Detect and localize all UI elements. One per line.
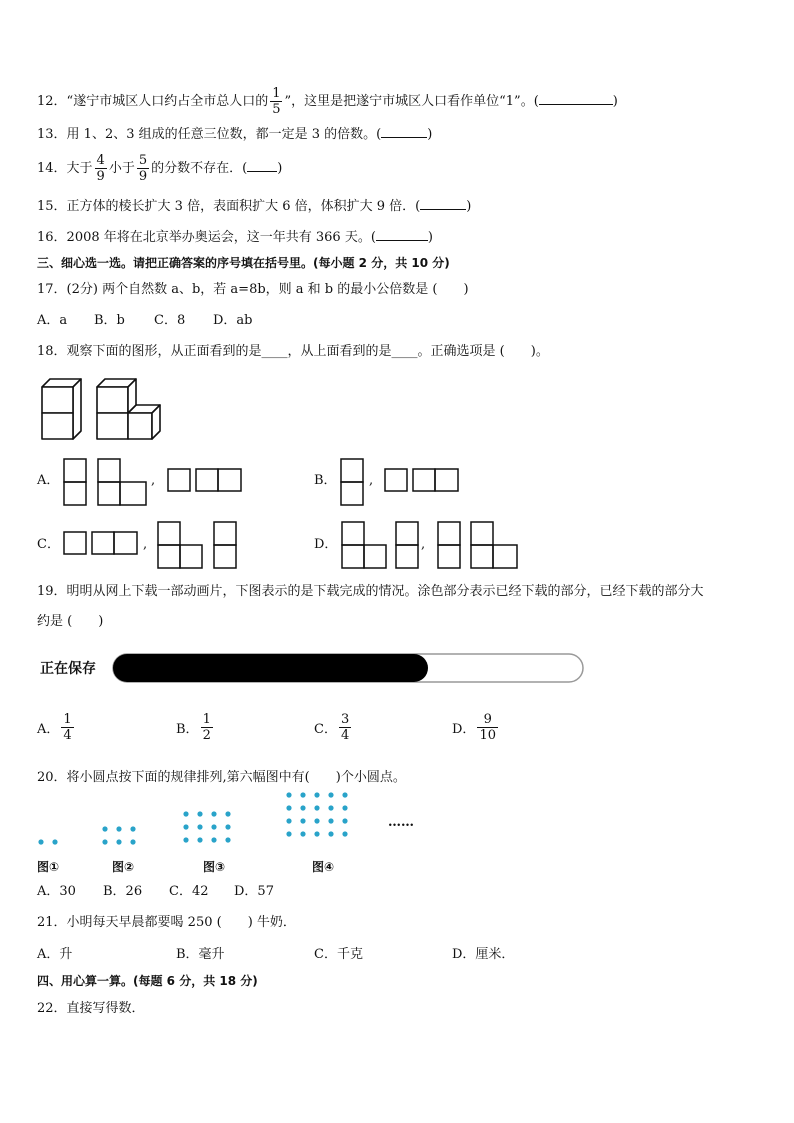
q17-option-d[interactable]: D．ab	[213, 313, 253, 328]
dot	[225, 824, 230, 829]
q17-option-c[interactable]: C．8	[154, 313, 186, 328]
dot	[300, 818, 305, 823]
q18-c-top-view	[157, 521, 239, 569]
q13-answer-blank[interactable]	[381, 125, 427, 138]
q20-option-b[interactable]: B．26	[103, 884, 143, 899]
q14-answer-blank[interactable]	[247, 159, 277, 172]
dot	[286, 818, 291, 823]
q12-numerator: 1	[272, 86, 281, 101]
progress-label: 正在保存	[40, 661, 96, 677]
q17-option-b[interactable]: B．b	[94, 313, 125, 328]
dot	[300, 831, 305, 836]
q14-close: )	[277, 161, 283, 176]
question-14	[37, 153, 282, 184]
dot	[328, 805, 333, 810]
q12-prefix: 12．“遂宁市城区人口约占全市总人口的	[37, 94, 269, 109]
q18-c-comma: ,	[143, 537, 148, 552]
dot	[342, 805, 347, 810]
q12-answer-blank[interactable]	[539, 92, 613, 105]
figure-label-1: 图①	[37, 860, 60, 874]
dot	[300, 805, 305, 810]
question-13	[37, 125, 432, 144]
download-progress-bar	[112, 652, 586, 684]
dot	[286, 792, 291, 797]
question-21-stem: 21．小明每天早晨都要喝 250 ( ) 牛奶．	[37, 915, 296, 930]
q19-option-d[interactable]	[452, 712, 500, 743]
question-20-stem: 20．将小圆点按下面的规律排列,第六幅图中有( )个小圆点。	[37, 770, 406, 785]
q18-d-top-view	[437, 521, 521, 569]
dot	[286, 831, 291, 836]
q21-option-a[interactable]: A．升	[37, 947, 73, 962]
q12-close: )	[612, 94, 618, 109]
dot-pattern-ellipsis: ……	[388, 815, 414, 830]
q20-option-c[interactable]: C．42	[169, 884, 209, 899]
q19-option-d-label: D．	[452, 722, 476, 737]
q12-fraction	[270, 86, 282, 117]
q14-mid: 小于	[108, 161, 135, 176]
question-19-stem-line2: 约是 ( )	[37, 614, 104, 629]
dot	[130, 839, 135, 844]
dot	[38, 839, 43, 844]
dot	[116, 826, 121, 831]
q19-b-denominator: 2	[202, 728, 211, 743]
q18-option-a[interactable]: A．	[37, 473, 60, 488]
q19-option-b[interactable]	[176, 712, 215, 743]
dot	[328, 831, 333, 836]
q19-c-numerator: 3	[340, 712, 350, 727]
q19-c-denominator: 4	[340, 728, 350, 743]
dot	[197, 837, 202, 842]
q14-fraction-2	[137, 153, 149, 184]
question-16	[37, 228, 433, 247]
q14-frac2-denominator: 9	[138, 169, 148, 184]
q13-text: 13．用 1、2、3 组成的任意三位数，都一定是 3 的倍数。(	[37, 127, 382, 142]
dot	[183, 837, 188, 842]
q12-denominator: 5	[272, 102, 281, 117]
q21-option-b[interactable]: B．毫升	[176, 947, 225, 962]
dot	[286, 805, 291, 810]
q14-frac1-denominator: 9	[96, 169, 105, 184]
dot	[314, 805, 319, 810]
q19-b-numerator: 1	[202, 712, 211, 727]
dot	[116, 839, 121, 844]
question-15	[37, 197, 471, 216]
q16-close: )	[427, 230, 433, 245]
dot	[102, 839, 107, 844]
q15-answer-blank[interactable]	[420, 197, 466, 210]
dot	[183, 824, 188, 829]
dot	[211, 837, 216, 842]
q18-d-comma: ,	[421, 537, 426, 552]
q19-option-c-label: C．	[314, 722, 337, 737]
q19-option-c[interactable]	[314, 712, 353, 743]
dot	[314, 831, 319, 836]
q14-prefix: 14．大于	[37, 161, 93, 176]
dot	[342, 831, 347, 836]
q15-close: )	[466, 199, 472, 214]
q21-option-d[interactable]: D．厘米．	[452, 947, 515, 962]
q18-b-top-view	[384, 468, 460, 494]
q14-frac1-numerator: 4	[96, 153, 105, 168]
dot-pattern-4	[285, 791, 365, 853]
dot	[52, 839, 57, 844]
q19-option-a-label: A．	[37, 722, 60, 737]
dot	[211, 811, 216, 816]
q19-a-denominator: 4	[63, 728, 72, 743]
dot	[197, 811, 202, 816]
dot-pattern-1	[37, 838, 77, 858]
q18-b-front-view	[340, 458, 366, 506]
section-3-heading: 三、细心选一选。请把正确答案的序号填在括号里。(每小题 2 分，共 10 分)	[37, 256, 450, 270]
question-22-stem: 22．直接写得数．	[37, 1001, 145, 1016]
q21-option-c[interactable]: C．千克	[314, 947, 363, 962]
q14-frac2-numerator: 5	[138, 153, 148, 168]
dot	[342, 818, 347, 823]
q20-option-a[interactable]: A．30	[37, 884, 76, 899]
dot	[328, 818, 333, 823]
dot	[183, 811, 188, 816]
q16-text: 16．2008 年将在北京举办奥运会，这一年共有 366 天。(	[37, 230, 376, 245]
dot	[211, 824, 216, 829]
dot	[225, 811, 230, 816]
q19-d-denominator: 10	[479, 728, 496, 743]
q18-option-c[interactable]: C．	[37, 537, 60, 552]
q18-option-b[interactable]: B．	[314, 473, 337, 488]
dot	[197, 824, 202, 829]
progress-fill	[113, 654, 428, 682]
dot	[328, 792, 333, 797]
cube-stack-figure	[40, 376, 165, 441]
q18-d-front-view	[341, 521, 421, 569]
q19-option-b-label: B．	[176, 722, 199, 737]
dot	[300, 792, 305, 797]
q17-option-a[interactable]: A．a	[37, 313, 68, 328]
dot	[314, 818, 319, 823]
q19-d-numerator: 9	[483, 712, 492, 727]
section-4-heading: 四、用心算一算。(每题 6 分，共 18 分)	[37, 974, 258, 988]
dot-pattern-2	[101, 825, 151, 855]
question-19-stem-line1: 19．明明从网上下载一部动画片，下图表示的是下载完成的情况。涂色部分表示已经下载的部分，已经下载的部分大	[37, 584, 704, 599]
q14-suffix: 的分数不存在．(	[151, 161, 248, 176]
q18-a-front-view	[63, 458, 148, 506]
q16-answer-blank[interactable]	[376, 228, 428, 241]
q19-option-a[interactable]	[37, 712, 76, 743]
q18-b-comma: ,	[369, 473, 374, 488]
q18-a-comma: ,	[151, 473, 156, 488]
question-12	[37, 86, 618, 117]
q12-suffix: ”，这里是把遂宁市城区人口看作单位“1”。(	[284, 94, 539, 109]
q19-a-numerator: 1	[63, 712, 72, 727]
q18-option-d[interactable]: D．	[314, 537, 338, 552]
q18-a-top-view	[167, 468, 243, 494]
dot-pattern-3	[182, 810, 246, 854]
q20-option-d[interactable]: D．57	[234, 884, 274, 899]
dot	[314, 792, 319, 797]
q18-c-front-view	[63, 531, 139, 557]
dot	[342, 792, 347, 797]
question-18-stem: 18．观察下面的图形，从正面看到的是____，从上面看到的是____。正确选项是 ( )。	[37, 344, 549, 359]
q15-text: 15．正方体的棱长扩大 3 倍，表面积扩大 6 倍，体积扩大 9 倍．(	[37, 199, 421, 214]
q13-close: )	[427, 127, 433, 142]
question-17-stem: 17．(2分) 两个自然数 a、b，若 a=8b，则 a 和 b 的最小公倍数是 ( )	[37, 282, 469, 297]
dot	[130, 826, 135, 831]
figure-label-2: 图②	[112, 860, 135, 874]
q14-fraction-1	[95, 153, 107, 184]
figure-label-3: 图③	[203, 860, 226, 874]
dot	[225, 837, 230, 842]
figure-label-4: 图④	[312, 860, 335, 874]
dot	[102, 826, 107, 831]
